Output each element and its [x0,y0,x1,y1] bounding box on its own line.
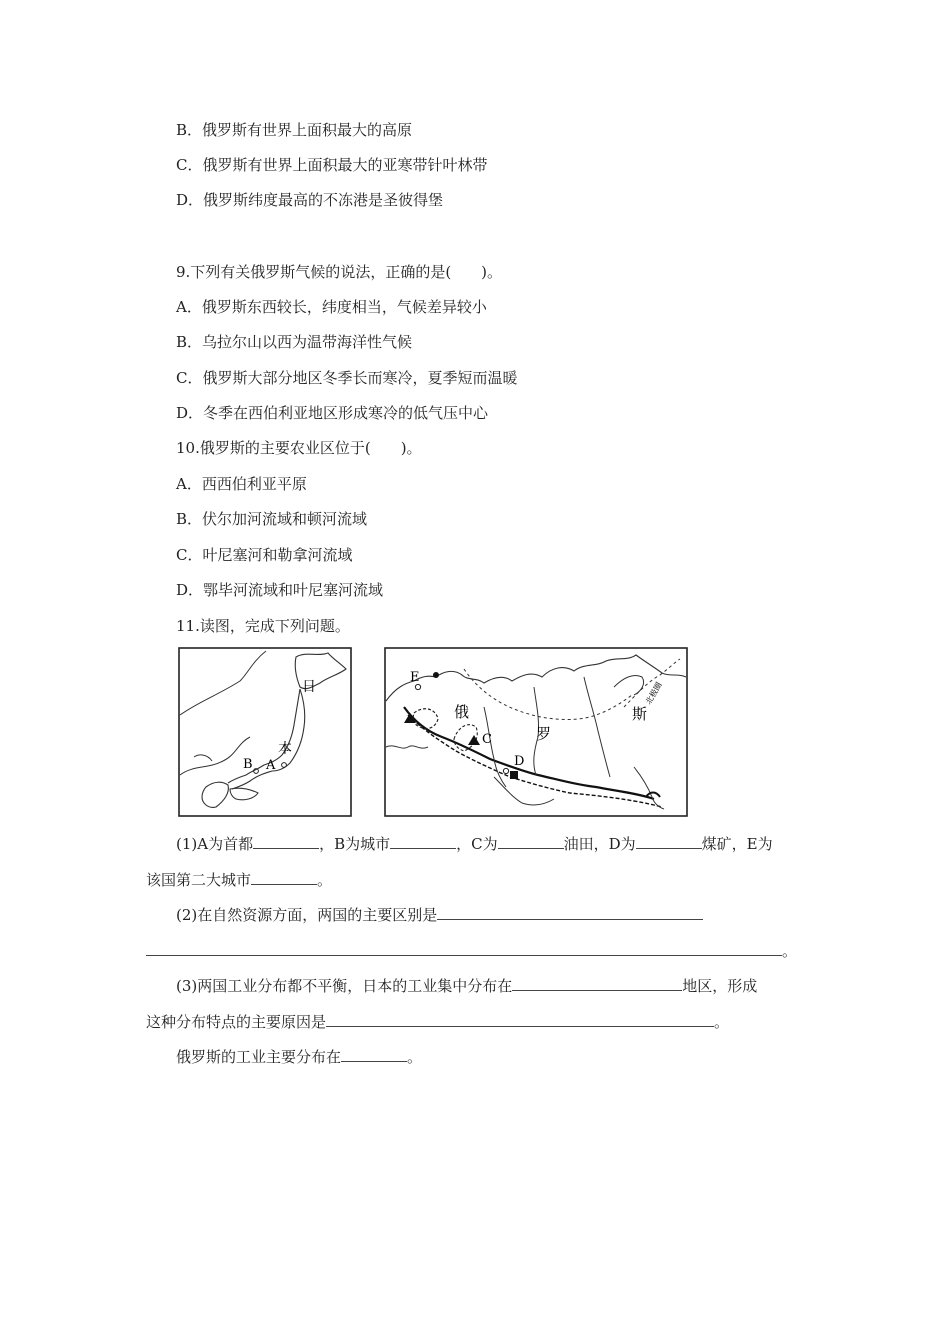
answer-blank-c[interactable] [498,834,564,849]
q11-part1-line1: (1)A为首都 ，B为城市 ，C为 油田，D为 煤矿，E为 [176,835,773,853]
q8-option-d: D．俄罗斯纬度最高的不冻港是圣彼得堡 [176,191,444,209]
russia-label-c: C [482,732,492,747]
russia-label-si: 斯 [632,705,648,723]
japan-map [179,648,351,816]
q8-option-b: B．俄罗斯有世界上面积最大的高原 [176,121,413,139]
q11-stem: 11.读图，完成下列问题。 [176,617,350,635]
q9-option-b: B．乌拉尔山以西为温带海洋性气候 [176,333,413,351]
q9-option-d: D．冬季在西伯利亚地区形成寒冷的低气压中心 [176,404,489,422]
q9-option-a: A．俄罗斯东西较长，纬度相当，气候差异较小 [176,298,487,316]
russia-map [385,648,687,816]
q10-option-c: C．叶尼塞河和勒拿河流域 [176,546,353,564]
q11-part3-line3: 俄罗斯的工业主要分布在 。 [176,1048,423,1066]
q11-part2-line2: 。 [146,941,797,961]
map-figures [178,647,690,823]
russia-label-e-char: 俄 [454,703,470,721]
answer-blank-b[interactable] [390,834,456,849]
japan-label-b: B [243,757,253,772]
q9-stem: 9.下列有关俄罗斯气候的说法，正确的是( )。 [176,263,503,281]
q11-part1-line2: 该国第二大城市 。 [146,871,333,889]
russia-label-d: D [514,754,525,769]
answer-blank-a[interactable] [253,834,319,849]
russia-label-e: E [410,670,420,685]
q10-option-b: B．伏尔加河流域和顿河流域 [176,510,368,528]
japan-label-ri: 日 [302,679,316,695]
q10-option-a: A．西西伯利亚平原 [176,475,307,493]
answer-blank-reason[interactable] [326,1012,714,1027]
answer-blank-russia-industry[interactable] [341,1047,407,1062]
answer-blank-resources-1[interactable] [437,905,703,920]
japan-label-a: A [266,758,276,773]
q11-part3-line1: (3)两国工业分布都不平衡，日本的工业集中分布在 地区，形成 [176,977,758,995]
q10-stem: 10.俄罗斯的主要农业区位于( )。 [176,439,422,457]
answer-blank-d[interactable] [636,834,702,849]
arctic-circle-label: 北极圈 [643,680,664,706]
answer-blank-japan-region[interactable] [512,976,682,991]
q9-option-c: C．俄罗斯大部分地区冬季长而寒冷，夏季短而温暖 [176,369,518,387]
russia-label-luo: 罗 [536,725,552,743]
q8-option-c: C．俄罗斯有世界上面积最大的亚寒带针叶林带 [176,156,488,174]
japan-label-ben: 本 [278,741,292,757]
q11-part2-line1: (2)在自然资源方面，两国的主要区别是 [176,905,703,925]
answer-blank-e[interactable] [251,870,317,885]
answer-blank-resources-2[interactable] [146,941,782,956]
q10-option-d: D．鄂毕河流域和叶尼塞河流域 [176,581,384,599]
q11-part3-line2: 这种分布特点的主要原因是 。 [146,1013,730,1031]
